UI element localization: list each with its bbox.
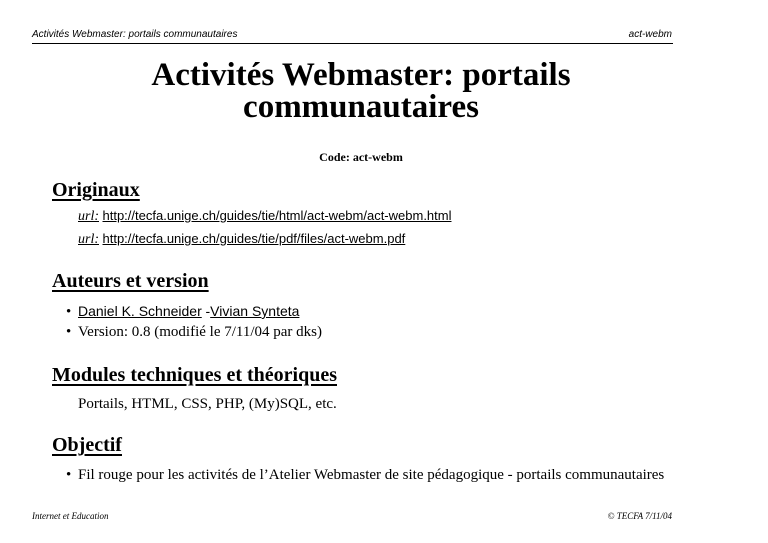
author-separator: - [205,303,211,319]
version-text: Version: 0.8 (modifié le 7/11/04 par dks) [78,324,322,340]
running-header [32,29,672,40]
header-code: act-webm [628,29,672,40]
url-link-html[interactable]: http://tecfa.unige.ch/guides/tie/html/act-webm/act-webm.html [102,208,452,223]
objectif-text: Fil rouge pour les activités de l’Atelier Webmaster de site pédagogique - portails communautaires [78,467,665,483]
url-label: url: [78,209,99,224]
bullet-version [66,323,676,341]
modules-text: Portails, HTML, CSS, PHP, (My)SQL, etc. [78,396,337,412]
author-link-schneider[interactable]: Daniel K. Schneider [78,303,202,319]
footer-right: © TECFA 7/11/04 [607,511,672,521]
heading-auteurs: Auteurs et version [52,270,209,292]
heading-originaux: Originaux [52,179,140,201]
header-title: Activités Webmaster: portails communautaires [32,29,238,40]
url-line-html [78,208,452,225]
page-title-line-2: communautaires [243,89,479,125]
footer-left: Internet et Education [32,511,109,521]
bullet-icon: • [66,304,72,320]
page-title-line-1: Activités Webmaster: portails [151,57,571,93]
heading-modules: Modules techniques et théoriques [52,364,337,386]
bullet-icon: • [66,467,72,483]
url-link-pdf[interactable]: http://tecfa.unige.ch/guides/tie/pdf/files/act-webm.pdf [102,231,406,246]
document-code: Code: act-webm [319,150,403,164]
author-link-synteta[interactable]: Vivian Synteta [210,303,300,319]
header-rule [32,43,673,44]
bullet-authors [66,302,676,321]
page-title [0,59,722,123]
url-label: url: [78,232,99,247]
bullet-objectif [66,466,676,484]
bullet-icon: • [66,324,72,340]
url-line-pdf [78,231,405,248]
heading-objectif: Objectif [52,434,122,456]
page-footer [32,511,672,521]
